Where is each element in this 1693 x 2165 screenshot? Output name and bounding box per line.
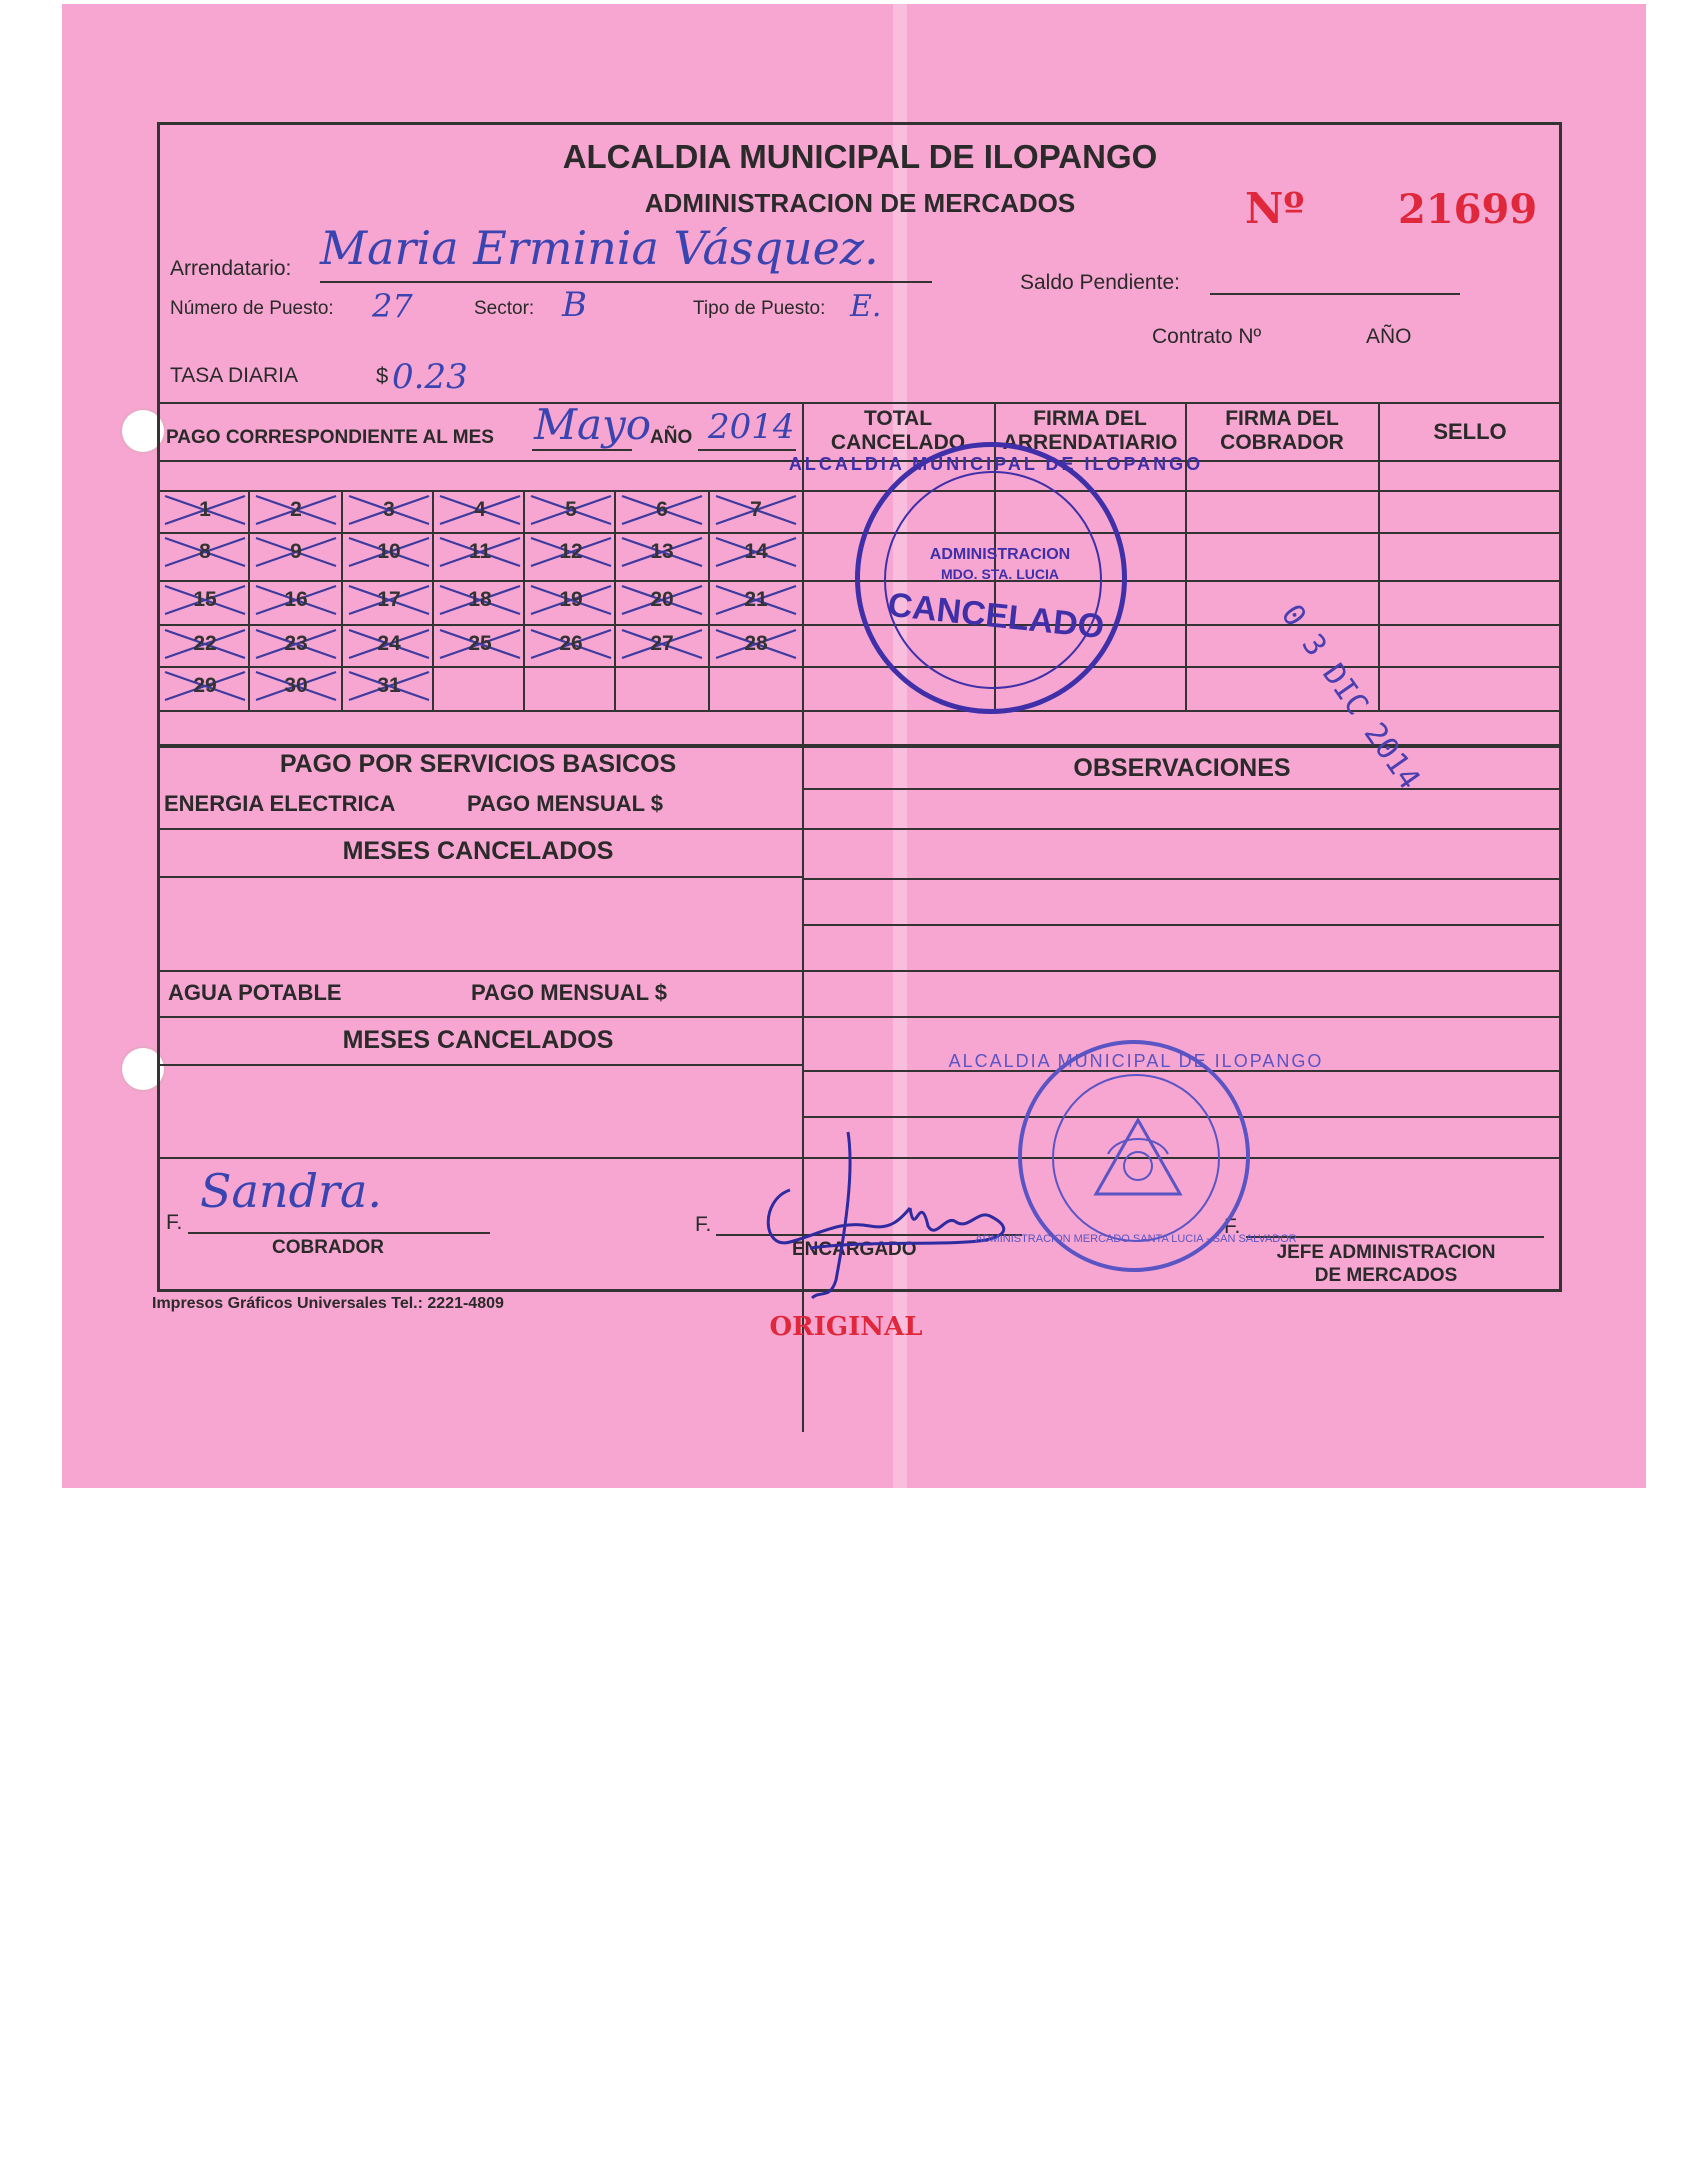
tasa-currency: $ [376,363,389,388]
day-number: 3 [383,498,395,521]
day-number: 23 [284,632,308,655]
jefe-label-1: JEFE ADMINISTRACION [1276,1242,1496,1263]
day-number: 28 [744,632,768,655]
tasa-value: 0.23 [392,357,468,397]
day-cell-23 [250,626,342,662]
page-subtitle: ADMINISTRACION DE MERCADOS [644,188,1076,218]
day-cell-9 [250,534,342,570]
day-number: 22 [193,632,217,655]
day-cell-21 [710,582,802,618]
day-number: 25 [468,632,492,655]
tipo-value: E. [850,289,882,324]
stamp1-center: CANCELADO [885,585,1107,647]
encargado-signature [750,1130,1050,1300]
stamp1-mid-1: ADMINISTRACION [929,546,1071,563]
col-firma-cob-1: FIRMA DEL [1225,407,1339,430]
coat-of-arms-icon [1088,1114,1188,1204]
day-cell-4 [434,492,526,528]
day-cell-22 [159,626,251,662]
sector-value: B [562,285,587,325]
mes-value: Mayo [534,400,652,449]
day-number: 11 [468,540,492,563]
day-cell-15 [159,582,251,618]
day-cell-13 [616,534,708,570]
day-cell-19 [525,582,617,618]
day-number: 12 [559,540,583,563]
f-cobrador: F. [166,1211,183,1234]
day-cell-26 [525,626,617,662]
receipt-number: 21699 [1398,186,1538,233]
day-number: 2 [290,498,302,521]
day-number: 14 [744,540,768,563]
day-cell-29 [159,668,251,704]
day-number: 31 [377,674,401,697]
day-cell-3 [343,492,435,528]
payment-anio-label: AÑO [650,427,693,448]
pago-mensual-energia: PAGO MENSUAL $ [467,791,663,816]
stamp2-bottom: ADMINISTRACION MERCADO SANTA LUCIA - SAN SALVADOR [975,1233,1297,1245]
cobrador-signature: Sandra. [200,1164,383,1218]
day-number: 7 [750,498,762,521]
meses-cancelados-agua: MESES CANCELADOS [342,1026,614,1054]
day-number: 6 [656,498,668,521]
payment-anio-value: 2014 [708,407,795,447]
day-cell-20 [616,582,708,618]
day-number: 18 [468,588,492,611]
col-total-1: TOTAL [863,407,933,430]
day-cell-28 [710,626,802,662]
day-cell-1 [159,492,251,528]
page-title: ALCALDIA MUNICIPAL DE ILOPANGO [562,138,1158,175]
col-firma-cob-2: COBRADOR [1220,431,1344,454]
stamp1-top: ALCALDIA MUNICIPAL DE ILOPANGO [788,454,1204,474]
day-number: 10 [377,540,401,563]
observaciones-label: OBSERVACIONES [1073,754,1291,782]
agua-label: AGUA POTABLE [168,980,342,1005]
day-number: 19 [559,588,583,611]
day-cell-11 [434,534,526,570]
seal-stamp [948,1040,1324,1272]
day-cell-24 [343,626,435,662]
stamp1-date: 0 3 DIC 2014 [1273,598,1427,796]
f-encargado: F. [695,1213,712,1236]
anio-label: AÑO [1366,325,1412,348]
col-firma-arr-1: FIRMA DEL [1033,407,1147,430]
day-number: 5 [565,498,577,521]
jefe-label-2: DE MERCADOS [1314,1265,1458,1286]
day-number: 8 [199,540,211,563]
day-cell-5 [525,492,617,528]
day-cell-8 [159,534,251,570]
stamp2-top: ALCALDIA MUNICIPAL DE ILOPANGO [948,1051,1324,1071]
copy-label: ORIGINAL [769,1312,923,1342]
arrendatario-label: Arrendatario: [170,257,292,280]
day-cell-10 [343,534,435,570]
day-number: 26 [559,632,583,655]
day-number: 17 [377,588,401,611]
tipo-label: Tipo de Puesto: [693,298,826,319]
number-label: Nº [1245,184,1305,233]
arrendatario-value: Maria Erminia Vásquez. [320,221,879,275]
encargado-label: ENCARGADO [792,1239,917,1260]
saldo-label: Saldo Pendiente: [1020,271,1180,294]
day-cell-27 [616,626,708,662]
day-cell-31 [343,668,435,704]
day-cell-2 [250,492,342,528]
col-total-2: CANCELADO [830,431,966,454]
f-jefe: F. [1224,1215,1241,1238]
day-cell-17 [343,582,435,618]
day-number: 4 [474,498,486,521]
day-cell-12 [525,534,617,570]
day-cell-7 [710,492,802,528]
meses-cancelados-energia: MESES CANCELADOS [342,837,614,865]
day-number: 29 [193,674,217,697]
day-cell-30 [250,668,342,704]
day-number: 16 [284,588,308,611]
cobrador-label: COBRADOR [272,1237,384,1258]
day-cell-16 [250,582,342,618]
printer-info: Impresos Gráficos Universales Tel.: 2221-4809 [152,1295,504,1312]
day-number: 20 [650,588,674,611]
puesto-value: 27 [372,287,413,325]
col-firma-arr-2: ARRENDATIARIO [1002,431,1178,454]
day-number: 21 [744,588,768,611]
col-sello: SELLO [1433,419,1507,444]
stamp1-mid-2: MDO. STA. LUCIA [941,566,1059,582]
day-number: 24 [377,632,401,655]
mes-label: PAGO CORRESPONDIENTE AL MES [166,427,494,448]
day-cell-18 [434,582,526,618]
tasa-label: TASA DIARIA [170,364,298,387]
day-number: 30 [284,674,308,697]
contrato-label: Contrato Nº [1152,325,1262,348]
sector-label: Sector: [474,298,535,319]
day-number: 13 [650,540,674,563]
day-cell-25 [434,626,526,662]
puesto-label: Número de Puesto: [170,298,334,319]
day-cell-14 [710,534,802,570]
energia-label: ENERGIA ELECTRICA [164,791,396,816]
day-number: 1 [199,498,211,521]
day-cell-6 [616,492,708,528]
day-number: 27 [650,632,674,655]
pago-mensual-agua: PAGO MENSUAL $ [471,980,667,1005]
day-number: 15 [193,588,217,611]
services-title: PAGO POR SERVICIOS BASICOS [279,750,677,778]
day-number: 9 [290,540,302,563]
